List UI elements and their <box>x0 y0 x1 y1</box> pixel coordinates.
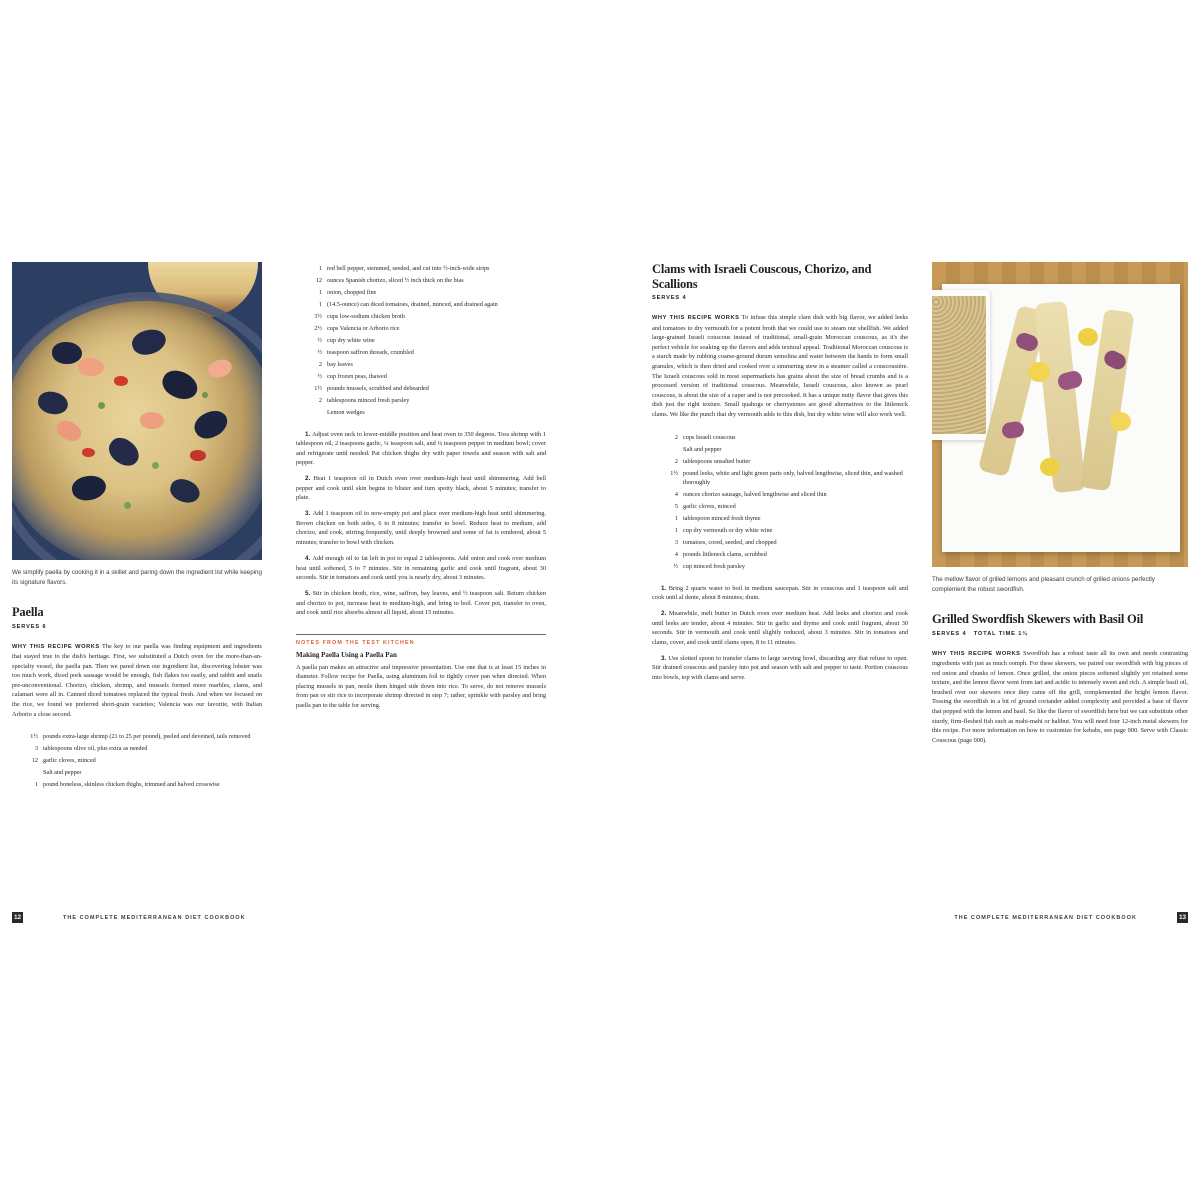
couscous-dish <box>932 290 990 440</box>
ingredient-row <box>296 276 546 286</box>
lemon-slice <box>1028 362 1050 382</box>
ingredient-text: tablespoons minced fresh parsley <box>327 397 410 404</box>
ingredient-row <box>296 312 546 322</box>
ingredient-row <box>652 514 908 524</box>
shrimp <box>140 412 164 429</box>
ingredient-amount: 1½ <box>314 385 322 392</box>
recipe-step <box>296 430 546 468</box>
ingredient-amount: 12 <box>31 757 38 765</box>
ingredient-text: tablespoon minced fresh thyme <box>683 515 761 523</box>
ingredient-amount: 4 <box>674 491 678 499</box>
notes-heading: Making Paella Using a Paella Pan <box>296 650 397 659</box>
ingredient-row <box>296 288 546 298</box>
ingredient-text: bay leaves <box>327 361 353 368</box>
recipe-step <box>652 654 908 683</box>
step-number: 2. <box>661 610 669 618</box>
ingredient-row <box>296 324 546 334</box>
couscous <box>932 296 986 434</box>
right-page <box>652 262 1188 942</box>
why-body: To infuse this simple clam dish with big flavor, we added leeks and tomatoes to dry vermouth for a potent broth that we could use to steam our shellfish. We added large-grained Israeli couscous instead of traditional, small-grain Moroccan couscous, as it's the perfect vehicle for soaking up the flavors and adds textural appeal. Traditional Moroccan couscous is a starch made by rubbing coarse-ground durum semolina and water between the hands to form small granules, which is then dried and cooked over a simmering stew in a steamer called a couscousière. The Israeli couscous sold in most supermarkets has grains about the size of bread crumbs and is a processed version of traditional couscous. Meanwhile, Israeli couscous, also known as pearl couscous, is about the size of a caper and is not precooked. It has a unique nutty flavor that gives this dish just the right texture. Small quahogs or cherrystones are good alternatives to the littleneck clams. We like the punch that dry vermouth adds to this dish, but dry white wine will also work well. <box>652 314 909 418</box>
right-column-b <box>932 262 1188 752</box>
left-running-head: THE COMPLETE MEDITERRANEAN DIET COOKBOOK <box>63 914 246 921</box>
step-number: 5. <box>305 590 313 597</box>
paella-why-paragraph <box>12 642 262 720</box>
ingredient-amount: 4 <box>674 551 678 559</box>
paella-serves: SERVES 6 <box>12 623 47 630</box>
ingredient-row <box>652 562 908 572</box>
ingredient-text: pound leeks, white and light green parts only, halved lengthwise, sliced thin, and washed thoroughly <box>683 469 903 487</box>
why-label: WHY THIS RECIPE WORKS <box>12 643 100 650</box>
red-pepper <box>114 376 128 386</box>
step-number: 2. <box>305 475 314 483</box>
ingredient-text: garlic cloves, minced <box>43 757 96 765</box>
ingredient-amount: 2 <box>318 397 322 404</box>
serves-value: SERVES 4 <box>932 630 967 637</box>
ingredient-text: cup dry white wine <box>327 337 375 344</box>
step-number: 1. <box>661 584 669 592</box>
ingredient-amount: 2 <box>674 457 678 465</box>
step-text: Meanwhile, melt butter in Dutch oven over medium heat. Add leeks and chorizo and cook until leeks are tender, about 4 minutes. Stir in garlic and thyme and cook until fragrant, about 30 seconds. Stir in vermouth and cook until slightly reduced, about 3 minutes. Stir in tomatoes and clams, cover, and cook until clams open, 8 to 11 minutes. <box>652 610 908 646</box>
ingredient-text: ounces chorizo sausage, halved lengthwise and sliced thin <box>683 491 827 499</box>
ingredient-amount <box>12 768 43 778</box>
ingredient-amount: 1 <box>34 781 38 789</box>
left-folio: 12 <box>13 914 22 921</box>
ingredient-row <box>652 538 908 548</box>
ingredient-amount: ½ <box>673 563 678 571</box>
mussel <box>52 342 82 364</box>
pea <box>202 392 208 398</box>
ingredient-row <box>296 360 546 370</box>
ingredient-text: pounds littleneck clams, scrubbed <box>683 551 767 559</box>
ingredient-text: teaspoon saffron threads, crumbled <box>327 349 414 356</box>
ingredient-amount: ½ <box>317 349 322 356</box>
swordfish-title: Grilled Swordfish Skewers with Basil Oil <box>932 612 1144 626</box>
ingredient-row <box>652 445 908 455</box>
right-page-footer <box>652 912 1188 923</box>
step-text: Stir in chicken broth, rice, wine, saffron, bay leaves, and ½ teaspoon salt. Return chicken and chorizo to pot, increase heat to medium-high, and bring to boil. Cover pot, transfer to oven, and cook until rice absorbs almost all liquid, about 15 minutes. <box>296 590 546 617</box>
ingredient-amount: 1 <box>674 515 678 523</box>
ingredient-amount: 1 <box>674 527 678 535</box>
ingredient-text: pounds extra-large shrimp (21 to 25 per pound), peeled and deveined, tails removed <box>43 733 251 741</box>
step-text: Bring 2 quarts water to boil in medium saucepan. Stir in couscous and 1 teaspoon salt and cook until al dente, about 8 minutes; drain. <box>652 584 908 602</box>
recipe-step <box>652 609 908 647</box>
ingredient-amount: 5 <box>674 503 678 511</box>
recipe-step <box>652 584 908 603</box>
clams-steps <box>652 584 908 683</box>
paella-photo-caption: We simplify paella by cooking it in a skillet and paring down the ingredient list while keeping its signature flavors. <box>12 569 262 586</box>
step-text: Use slotted spoon to transfer clams to large serving bowl, discarding any that refuse to open. Stir drained couscous and parsley into pot and season with salt and pepper to taste. Portion couscous into bowls, top with clams and serve. <box>652 654 908 681</box>
ingredient-amount <box>296 408 327 418</box>
ingredient-text: red bell pepper, stemmed, seeded, and cut into ½-inch-wide strips <box>327 265 490 272</box>
notes-kicker: NOTES FROM THE TEST KITCHEN <box>296 639 415 646</box>
ingredient-text: Salt and pepper <box>683 445 722 453</box>
ingredient-text: onion, chopped fine <box>327 289 377 296</box>
swordfish-skewers-photo <box>932 262 1188 567</box>
ingredient-text: cups Israeli couscous <box>683 433 736 441</box>
left-column-a <box>12 262 262 792</box>
ingredient-amount: ½ <box>317 373 322 380</box>
right-folio: 13 <box>1178 914 1187 921</box>
ingredient-row <box>652 550 908 560</box>
ingredient-amount: 3 <box>34 745 38 753</box>
ingredient-amount: 2 <box>674 433 678 441</box>
ingredient-row <box>296 300 546 310</box>
notes-body: A paella pan makes an attractive and impressive presentation. Use one that is at least 15 inches in diameter. Follow recipe for Paella, using aluminum foil to tightly cover pan when directed. When placing mussels in pan, nestle them hinged side down into rice. To serve, do not remove mussels from pan or stir rice to incorporate shrimp directed in step 7; rather, sprinkle with parsley and bring paella pan to the table for serving. <box>296 663 546 709</box>
ingredient-row <box>296 408 546 418</box>
ingredient-text: garlic cloves, minced <box>683 503 736 511</box>
ingredient-text: Salt and pepper <box>43 769 82 777</box>
ingredient-amount <box>652 445 683 455</box>
ingredient-text: cups Valencia or Arborio rice <box>327 325 400 332</box>
ingredient-row <box>296 384 546 394</box>
right-running-head: THE COMPLETE MEDITERRANEAN DIET COOKBOOK <box>954 914 1137 921</box>
why-body: The key to our paella was finding equipment and ingredients that stayed true to the dish's heritage. First, we substituted a Dutch oven for the more-than-an-specialty vessel, the paella pan. Then we pared down our ingredient list, discovering lobster was too much work, diced pork sausage would be enough, fish flakes too easily, and rabbit and snails pre-unconventional. Chorizo, chicken, shrimp, and mussels formed more marbles, clams, and calamari were all in. Canned diced tomatoes replaced the typical fresh. And when we focused on the rice, we found we preferred short-grain varieties; Valencia was our favorite, with Italian Arborio a close second. <box>12 642 263 718</box>
recipe-step <box>296 474 546 503</box>
ingredient-row <box>652 469 908 488</box>
shrimp <box>78 358 104 376</box>
ingredient-row <box>296 348 546 358</box>
notes-from-test-kitchen <box>296 634 546 711</box>
ingredient-text: pounds mussels, scrubbed and debearded <box>327 385 429 392</box>
swordfish-photo-caption: The mellow flavor of grilled lemons and pleasant crunch of grilled onions perfectly complement the robust swordfish. <box>932 576 1155 593</box>
ingredient-row <box>12 780 262 790</box>
ingredient-row <box>652 457 908 467</box>
ingredient-text: Lemon wedges <box>327 409 365 416</box>
step-number: 1. <box>305 430 313 438</box>
ingredient-text: cup minced fresh parsley <box>683 563 746 571</box>
paella-steps <box>296 430 546 618</box>
ingredient-amount: 3 <box>674 539 678 547</box>
why-body: Swordfish has a robust taste all its own and needs contrasting ingredients with just as much oomph. For these skewers, we paired our swordfish with big pieces of red onion and chunks of lemon. Once grilled, the onion pieces softened slightly yet retained some texture, and the lemon flavor went from tart and acidic to intensely sweet and rich. A simple basil oil, brushed over our skewers once they came off the grill, complemented the bright lemon flavor. Tossing the swordfish in a bit of ground coriander added complexity and provided a base of flavor that popped with the lemon and basil. So like the flavor of swordfish here but we can substitute other sturdy, firm-fleshed fish such as mahi-mahi or halibut. You will need four 12-inch metal skewers for this recipe. For more information on how to customize for kebabs, see page 000. Serve with Classic Couscous (page 000). <box>932 649 1188 744</box>
ingredient-amount: 1 <box>318 265 322 272</box>
ingredient-row <box>12 768 262 778</box>
ingredient-row <box>652 433 908 443</box>
paella-ingredients-col-a <box>12 732 262 790</box>
lemon-slice <box>1078 328 1098 346</box>
ingredient-amount: 1½ <box>670 469 678 477</box>
ingredient-row <box>296 372 546 382</box>
left-page-footer <box>12 912 558 923</box>
recipe-step <box>296 589 546 618</box>
ingredient-text: cup frozen peas, thawed <box>327 373 387 380</box>
step-number: 4. <box>305 554 313 562</box>
step-text: Adjust oven rack to lower-middle position and heat oven to 350 degrees. Toss shrimp with 1 tablespoon oil, 2 teaspoons garlic, ¼ teaspoon salt, and ¼ teaspoon pepper in medium bowl; cover and refrigerate until needed. Pat chicken thighs dry with paper towels and season with salt and pepper. <box>296 430 546 467</box>
clams-why-paragraph <box>652 313 908 420</box>
red-pepper <box>82 448 95 457</box>
ingredient-amount: 1½ <box>30 733 38 741</box>
ingredient-text: (14.5-ounce) can diced tomatoes, drained, minced, and drained again <box>327 301 498 308</box>
step-text: Add enough oil to fat left in pot to equal 2 tablespoons. Add onion and cook over medium heat until softened, 5 to 7 minutes. Stir in remaining garlic and cook until fragrant, about 30 seconds. Stir in tomatoes and cook until you is nearly dry, about 3 minutes. <box>296 554 546 582</box>
ingredient-amount: 1 <box>318 301 322 308</box>
step-number: 3. <box>305 510 313 518</box>
total-time-value: TOTAL TIME 1¼ <box>973 630 1028 637</box>
ingredient-text: ounces Spanish chorizo, sliced ½ inch thick on the bias <box>327 277 464 284</box>
step-text: Heat 1 teaspoon oil in Dutch oven over medium-high heat until shimmering. Add bell pepper and cook until skin begins to blister and turn spotty black, about 5 minutes; transfer to plate. <box>296 475 546 502</box>
ingredient-amount: ½ <box>317 337 322 344</box>
ingredient-amount: 1 <box>318 289 322 296</box>
ingredient-row <box>652 490 908 500</box>
ingredient-row <box>12 756 262 766</box>
pea <box>152 462 159 469</box>
paella-title: Paella <box>12 605 44 619</box>
swordfish-serves <box>932 631 1188 637</box>
ingredient-row <box>296 264 546 274</box>
ingredient-row <box>652 526 908 536</box>
why-label: WHY THIS RECIPE WORKS <box>652 315 740 321</box>
ingredient-row <box>296 336 546 346</box>
ingredient-row <box>652 502 908 512</box>
clams-ingredients <box>652 433 908 572</box>
recipe-step <box>296 554 546 583</box>
red-pepper <box>190 450 206 461</box>
right-column-a <box>652 262 908 685</box>
paella-ingredients-col-b <box>296 264 546 418</box>
step-number: 3. <box>661 654 669 662</box>
lemon-slice <box>1040 458 1060 476</box>
swordfish-why-paragraph <box>932 649 1188 746</box>
ingredient-row <box>296 396 546 406</box>
ingredient-text: tablespoons unsalted butter <box>683 457 751 465</box>
why-label: WHY THIS RECIPE WORKS <box>932 650 1021 657</box>
ingredient-row <box>12 744 262 754</box>
lemon-slice <box>1110 412 1131 431</box>
recipe-step <box>296 509 546 547</box>
ingredient-text: cup dry vermouth or dry white wine <box>683 527 773 535</box>
clams-serves: SERVES 4 <box>652 295 687 301</box>
left-page <box>12 262 558 942</box>
pea <box>98 402 105 409</box>
clams-title: Clams with Israeli Couscous, Chorizo, and Scallions <box>652 262 872 291</box>
ingredient-amount: 12 <box>315 277 322 284</box>
ingredient-text: cups low-sodium chicken broth <box>327 313 405 320</box>
pea <box>124 502 131 509</box>
ingredient-amount: 2½ <box>314 325 322 332</box>
ingredient-text: pound boneless, skinless chicken thighs, trimmed and halved crosswise <box>43 781 220 789</box>
ingredient-amount: 2 <box>318 361 322 368</box>
step-text: Add 1 teaspoon oil to now-empty pot and place over medium-high heat until shimmering. Brown chicken on both sides, 6 to 8 minutes; transfer to bowl. Reduce heat to medium, add chorizo, and cook, stirring frequently, until deeply browned and some of fat is rendered, about 5 minutes; transfer to bowl with chicken. <box>296 510 546 547</box>
paella-photo <box>12 262 262 560</box>
ingredient-amount: 3½ <box>314 313 322 320</box>
ingredient-row <box>12 732 262 742</box>
ingredient-text: tomatoes, cored, seeded, and chopped <box>683 539 777 547</box>
ingredient-text: tablespoons olive oil, plus extra as needed <box>43 745 148 753</box>
left-column-b <box>296 262 546 710</box>
